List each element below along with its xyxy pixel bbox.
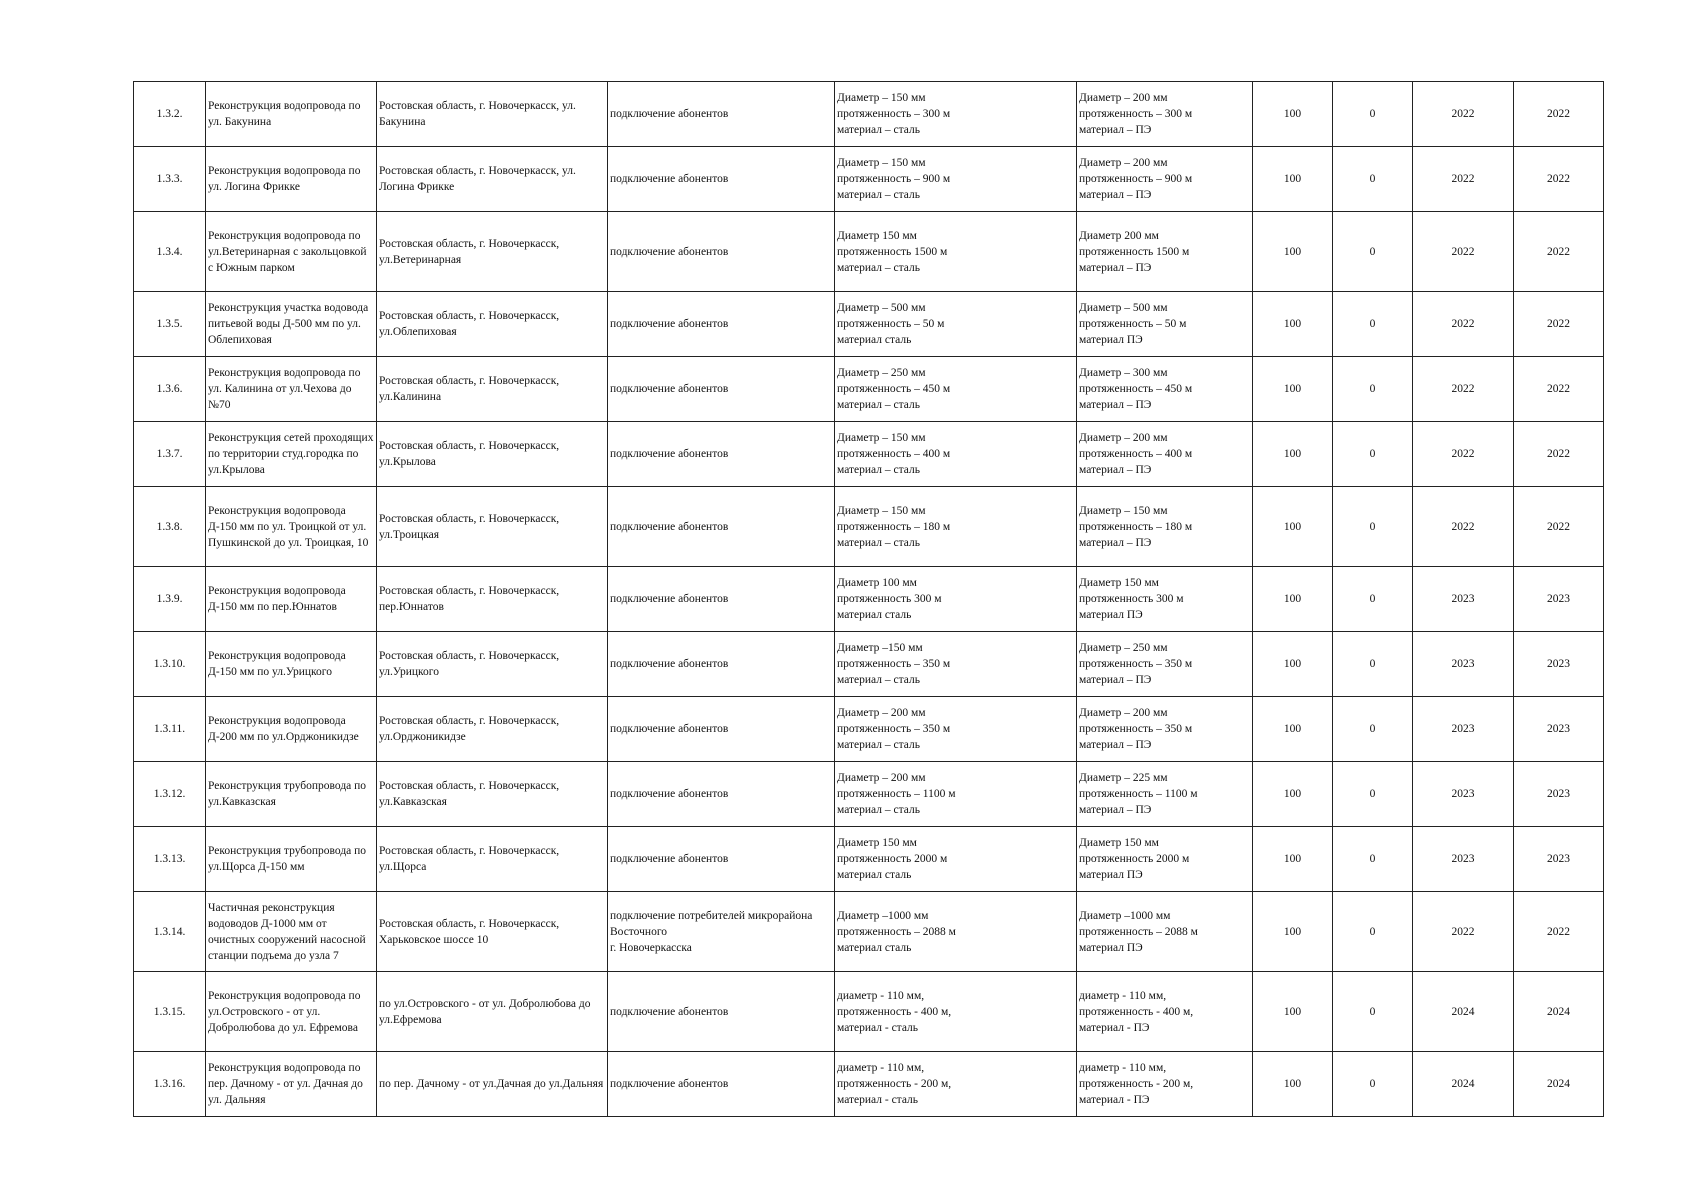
project-name-cell: Реконструкция водопровода по ул. Логина Фрикке [206,147,377,212]
project-name-cell: Реконструкция водопровода по ул. Калинина от ул.Чехова до №70 [206,357,377,422]
value-1-cell: 100 [1253,567,1333,632]
value-1-cell: 100 [1253,422,1333,487]
parameters-after-cell: Диаметр – 500 мм протяженность – 50 м материал ПЭ [1077,292,1253,357]
purpose-cell: подключение потребителей микрорайона Восточного г. Новочеркасска [608,892,835,972]
purpose-cell: подключение абонентов [608,212,835,292]
parameters-before-cell: Диаметр – 150 мм протяженность – 900 м материал – сталь [835,147,1077,212]
end-year-cell: 2023 [1514,567,1604,632]
value-1-cell: 100 [1253,827,1333,892]
project-name-cell: Реконструкция водопровода Д-200 мм по ул.Орджоникидзе [206,697,377,762]
project-name-cell: Реконструкция сетей проходящих по территории студ.городка по ул.Крылова [206,422,377,487]
parameters-after-cell: Диаметр – 200 мм протяженность – 300 м материал – ПЭ [1077,82,1253,147]
value-1-cell: 100 [1253,892,1333,972]
table-row [134,827,1604,892]
address-cell: по ул.Островского - от ул. Добролюбова до ул.Ефремова [377,972,608,1052]
value-2-cell: 0 [1333,357,1413,422]
row-number: 1.3.16. [134,1052,206,1117]
start-year-cell: 2022 [1413,292,1514,357]
start-year-cell: 2023 [1413,632,1514,697]
table-row [134,632,1604,697]
start-year-cell: 2022 [1413,357,1514,422]
project-name-cell: Реконструкция трубопровода по ул.Кавказская [206,762,377,827]
purpose-cell: подключение абонентов [608,697,835,762]
table-row [134,212,1604,292]
parameters-before-cell: Диаметр – 150 мм протяженность – 400 м материал – сталь [835,422,1077,487]
project-name-cell: Реконструкция водопровода Д-150 мм по ул.Урицкого [206,632,377,697]
value-2-cell: 0 [1333,697,1413,762]
purpose-cell: подключение абонентов [608,762,835,827]
table-row [134,892,1604,972]
project-name-cell: Реконструкция трубопровода по ул.Щорса Д-150 мм [206,827,377,892]
table-row [134,567,1604,632]
project-name-cell: Реконструкция водопровода Д-150 мм по ул. Троицкой от ул. Пушкинской до ул. Троицкая, 10 [206,487,377,567]
start-year-cell: 2022 [1413,212,1514,292]
table-row [134,357,1604,422]
table-row [134,147,1604,212]
row-number: 1.3.12. [134,762,206,827]
address-cell: Ростовская область, г. Новочеркасск, ул.Кавказская [377,762,608,827]
table-row [134,292,1604,357]
parameters-after-cell: Диаметр – 250 мм протяженность – 350 м материал – ПЭ [1077,632,1253,697]
parameters-after-cell: Диаметр – 225 мм протяженность – 1100 м материал – ПЭ [1077,762,1253,827]
project-name-cell: Реконструкция водопровода по ул. Бакунина [206,82,377,147]
parameters-after-cell: Диаметр – 150 мм протяженность – 180 м материал – ПЭ [1077,487,1253,567]
end-year-cell: 2023 [1514,762,1604,827]
value-1-cell: 100 [1253,762,1333,827]
parameters-before-cell: Диаметр 100 мм протяженность 300 м материал сталь [835,567,1077,632]
address-cell: по пер. Дачному - от ул.Дачная до ул.Дальняя [377,1052,608,1117]
address-cell: Ростовская область, г. Новочеркасск, ул.Крылова [377,422,608,487]
start-year-cell: 2022 [1413,82,1514,147]
end-year-cell: 2022 [1514,892,1604,972]
row-number: 1.3.3. [134,147,206,212]
parameters-before-cell: Диаметр –1000 мм протяженность – 2088 м материал сталь [835,892,1077,972]
parameters-after-cell: Диаметр 150 мм протяженность 300 м материал ПЭ [1077,567,1253,632]
table-row [134,972,1604,1052]
reconstruction-table [133,81,1604,1117]
parameters-before-cell: Диаметр – 150 мм протяженность – 300 м материал – сталь [835,82,1077,147]
value-1-cell: 100 [1253,147,1333,212]
address-cell: Ростовская область, г. Новочеркасск, пер.Юннатов [377,567,608,632]
project-name-cell: Реконструкция водопровода по ул.Островского - от ул. Добролюбова до ул. Ефремова [206,972,377,1052]
value-1-cell: 100 [1253,292,1333,357]
parameters-after-cell: Диаметр –1000 мм протяженность – 2088 м материал ПЭ [1077,892,1253,972]
row-number: 1.3.11. [134,697,206,762]
value-1-cell: 100 [1253,632,1333,697]
start-year-cell: 2023 [1413,762,1514,827]
value-1-cell: 100 [1253,1052,1333,1117]
parameters-after-cell: Диаметр 150 мм протяженность 2000 м материал ПЭ [1077,827,1253,892]
row-number: 1.3.13. [134,827,206,892]
parameters-before-cell: Диаметр 150 мм протяженность 2000 м материал сталь [835,827,1077,892]
value-2-cell: 0 [1333,762,1413,827]
start-year-cell: 2024 [1413,1052,1514,1117]
purpose-cell: подключение абонентов [608,422,835,487]
end-year-cell: 2022 [1514,422,1604,487]
end-year-cell: 2022 [1514,292,1604,357]
parameters-before-cell: Диаметр –150 мм протяженность – 350 м материал – сталь [835,632,1077,697]
value-2-cell: 0 [1333,567,1413,632]
purpose-cell: подключение абонентов [608,357,835,422]
value-2-cell: 0 [1333,212,1413,292]
parameters-after-cell: Диаметр – 200 мм протяженность – 400 м материал – ПЭ [1077,422,1253,487]
value-2-cell: 0 [1333,82,1413,147]
row-number: 1.3.10. [134,632,206,697]
purpose-cell: подключение абонентов [608,972,835,1052]
parameters-after-cell: Диаметр 200 мм протяженность 1500 м материал – ПЭ [1077,212,1253,292]
row-number: 1.3.15. [134,972,206,1052]
value-1-cell: 100 [1253,697,1333,762]
address-cell: Ростовская область, г. Новочеркасск, ул.Орджоникидзе [377,697,608,762]
end-year-cell: 2024 [1514,1052,1604,1117]
row-number: 1.3.2. [134,82,206,147]
value-1-cell: 100 [1253,972,1333,1052]
project-name-cell: Реконструкция участка водовода питьевой воды Д-500 мм по ул. Облепиховая [206,292,377,357]
value-2-cell: 0 [1333,487,1413,567]
project-name-cell: Частичная реконструкция водоводов Д-1000 мм от очистных сооружений насосной станции подъема до узла 7 [206,892,377,972]
value-1-cell: 100 [1253,357,1333,422]
start-year-cell: 2022 [1413,892,1514,972]
table-row [134,82,1604,147]
value-2-cell: 0 [1333,422,1413,487]
project-name-cell: Реконструкция водопровода по пер. Дачному - от ул. Дачная до ул. Дальняя [206,1052,377,1117]
value-2-cell: 0 [1333,147,1413,212]
end-year-cell: 2022 [1514,82,1604,147]
row-number: 1.3.5. [134,292,206,357]
table-row [134,1052,1604,1117]
parameters-before-cell: Диаметр – 200 мм протяженность – 350 м материал – сталь [835,697,1077,762]
purpose-cell: подключение абонентов [608,632,835,697]
parameters-before-cell: Диаметр – 200 мм протяженность – 1100 м материал – сталь [835,762,1077,827]
value-2-cell: 0 [1333,972,1413,1052]
row-number: 1.3.8. [134,487,206,567]
start-year-cell: 2023 [1413,567,1514,632]
parameters-before-cell: Диаметр – 250 мм протяженность – 450 м материал – сталь [835,357,1077,422]
parameters-after-cell: Диаметр – 300 мм протяженность – 450 м материал – ПЭ [1077,357,1253,422]
row-number: 1.3.14. [134,892,206,972]
address-cell: Ростовская область, г. Новочеркасск, ул.Ветеринарная [377,212,608,292]
address-cell: Ростовская область, г. Новочеркасск, ул.Калинина [377,357,608,422]
value-2-cell: 0 [1333,827,1413,892]
parameters-before-cell: диаметр - 110 мм, протяженность - 200 м, материал - сталь [835,1052,1077,1117]
value-1-cell: 100 [1253,82,1333,147]
table-row [134,762,1604,827]
address-cell: Ростовская область, г. Новочеркасск, ул.Урицкого [377,632,608,697]
table-row [134,487,1604,567]
end-year-cell: 2023 [1514,697,1604,762]
purpose-cell: подключение абонентов [608,567,835,632]
value-2-cell: 0 [1333,632,1413,697]
value-2-cell: 0 [1333,292,1413,357]
value-1-cell: 100 [1253,487,1333,567]
start-year-cell: 2022 [1413,422,1514,487]
parameters-before-cell: Диаметр 150 мм протяженность 1500 м материал – сталь [835,212,1077,292]
parameters-after-cell: диаметр - 110 мм, протяженность - 200 м, материал - ПЭ [1077,1052,1253,1117]
value-2-cell: 0 [1333,892,1413,972]
end-year-cell: 2022 [1514,357,1604,422]
address-cell: Ростовская область, г. Новочеркасск, ул. Логина Фрикке [377,147,608,212]
purpose-cell: подключение абонентов [608,827,835,892]
purpose-cell: подключение абонентов [608,1052,835,1117]
end-year-cell: 2022 [1514,487,1604,567]
start-year-cell: 2022 [1413,487,1514,567]
purpose-cell: подключение абонентов [608,292,835,357]
end-year-cell: 2022 [1514,147,1604,212]
address-cell: Ростовская область, г. Новочеркасск, ул.Троицкая [377,487,608,567]
project-name-cell: Реконструкция водопровода по ул.Ветеринарная с закольцовкой с Южным парком [206,212,377,292]
address-cell: Ростовская область, г. Новочеркасск, Харьковское шоссе 10 [377,892,608,972]
end-year-cell: 2022 [1514,212,1604,292]
parameters-after-cell: Диаметр – 200 мм протяженность – 350 м материал – ПЭ [1077,697,1253,762]
purpose-cell: подключение абонентов [608,487,835,567]
row-number: 1.3.4. [134,212,206,292]
end-year-cell: 2024 [1514,972,1604,1052]
address-cell: Ростовская область, г. Новочеркасск, ул.Облепиховая [377,292,608,357]
purpose-cell: подключение абонентов [608,82,835,147]
parameters-before-cell: диаметр - 110 мм, протяженность - 400 м, материал - сталь [835,972,1077,1052]
parameters-after-cell: диаметр - 110 мм, протяженность - 400 м, материал - ПЭ [1077,972,1253,1052]
parameters-before-cell: Диаметр – 150 мм протяженность – 180 м материал – сталь [835,487,1077,567]
address-cell: Ростовская область, г. Новочеркасск, ул. Бакунина [377,82,608,147]
row-number: 1.3.7. [134,422,206,487]
row-number: 1.3.9. [134,567,206,632]
end-year-cell: 2023 [1514,827,1604,892]
parameters-before-cell: Диаметр – 500 мм протяженность – 50 м материал сталь [835,292,1077,357]
row-number: 1.3.6. [134,357,206,422]
value-2-cell: 0 [1333,1052,1413,1117]
value-1-cell: 100 [1253,212,1333,292]
purpose-cell: подключение абонентов [608,147,835,212]
end-year-cell: 2023 [1514,632,1604,697]
table-row [134,422,1604,487]
project-name-cell: Реконструкция водопровода Д-150 мм по пер.Юннатов [206,567,377,632]
start-year-cell: 2024 [1413,972,1514,1052]
start-year-cell: 2023 [1413,697,1514,762]
parameters-after-cell: Диаметр – 200 мм протяженность – 900 м материал – ПЭ [1077,147,1253,212]
start-year-cell: 2023 [1413,827,1514,892]
start-year-cell: 2022 [1413,147,1514,212]
address-cell: Ростовская область, г. Новочеркасск, ул.Щорса [377,827,608,892]
table-row [134,697,1604,762]
